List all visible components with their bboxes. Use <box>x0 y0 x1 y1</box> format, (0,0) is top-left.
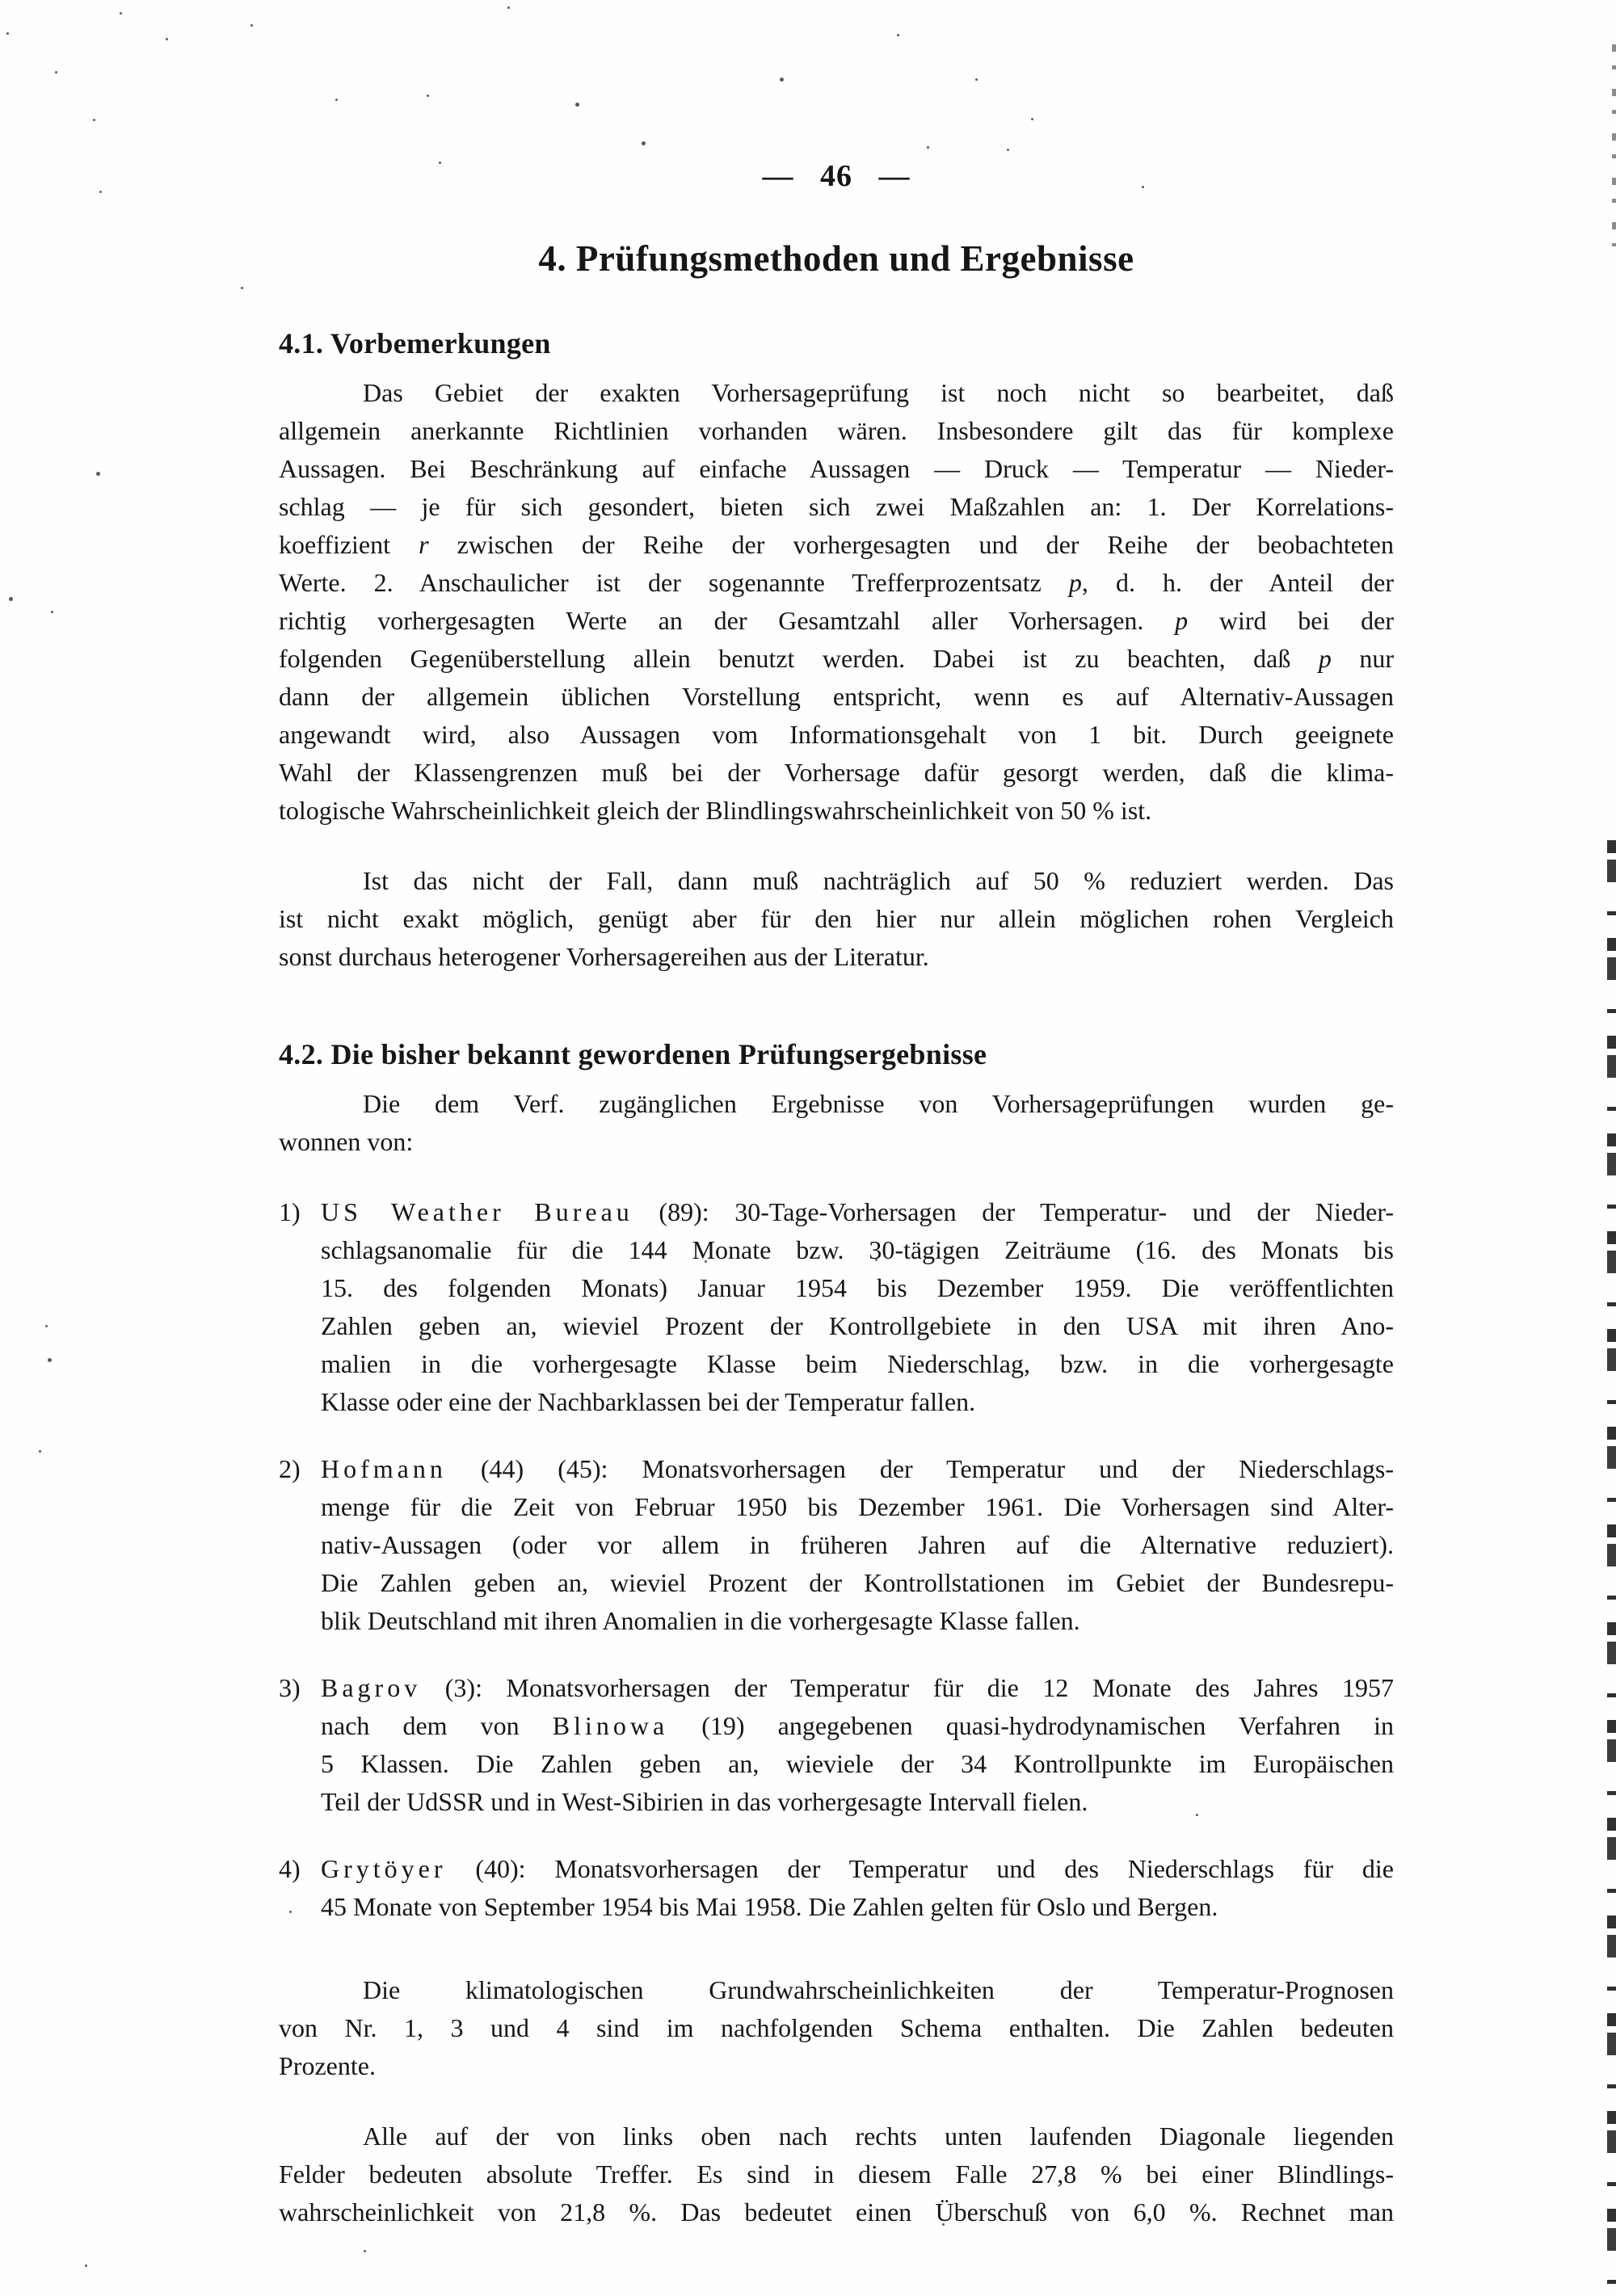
chapter-title: 4. Prüfungsmethoden und Ergebnisse <box>538 238 1134 279</box>
list-item-marker: 4) <box>279 1854 301 1883</box>
text-line: schlagsanomalie für die 144 Monate bzw. 30-tägigen Zeiträume (16. des Monats bis <box>321 1235 1394 1264</box>
list-item-marker: 2) <box>279 1454 301 1483</box>
paragraph <box>279 862 1394 976</box>
text-line: allgemein anerkannte Richtlinien vorhanden wären. Insbesondere gilt das für komplexe <box>279 416 1394 445</box>
page-body <box>279 325 1394 2231</box>
text-line: Das Gebiet der exakten Vorhersageprüfung ist noch nicht so bearbeitet, daß <box>363 378 1394 407</box>
letterspaced-name: Blinowa <box>552 1711 669 1740</box>
page-number: — 46 — <box>762 159 911 193</box>
text-line: malien in die vorhergesagte Klasse beim Niederschlag, bzw. in die vorhergesagte <box>321 1349 1394 1378</box>
text-line: Werte. 2. Anschaulicher ist der sogenannte Trefferprozentsatz p, d. h. der Anteil der <box>279 568 1394 597</box>
section-heading: 4.1. Vorbemerkungen <box>279 327 551 360</box>
scan-artifact-edge-main <box>1607 840 1616 2296</box>
section-heading: 4.2. Die bisher bekannt gewordenen Prüfungsergebnisse <box>279 1038 987 1070</box>
text-line: 15. des folgenden Monats) Januar 1954 bis Dezember 1959. Die veröffentlichten <box>321 1273 1394 1302</box>
text-line: Zahlen geben an, wieviel Prozent der Kontrollgebiete in den USA mit ihren Ano- <box>321 1311 1394 1340</box>
text-column <box>279 158 1394 2231</box>
text-line: Prozente. <box>279 2051 376 2080</box>
text-line: folgenden Gegenüberstellung allein benutzt werden. Dabei ist zu beachten, daß p nur <box>279 644 1394 673</box>
text-line: sonst durchaus heterogener Vorhersagereihen aus der Literatur. <box>279 942 929 971</box>
text-line: Grytöyer (40): Monatsvorhersagen der Temperatur und des Niederschlags für die <box>321 1854 1394 1883</box>
text-line: Alle auf der von links oben nach rechts unten laufenden Diagonale liegenden <box>363 2121 1394 2151</box>
italic-variable: r <box>419 530 429 559</box>
list-item <box>279 1850 1394 1926</box>
text-line: 5 Klassen. Die Zahlen geben an, wieviele der 34 Kontrollpunkte im Europäischen <box>321 1749 1394 1778</box>
letterspaced-name: Hofmann <box>321 1454 447 1483</box>
text-line: ist nicht exakt möglich, genügt aber für den hier nur allein möglichen rohen Vergleich <box>279 904 1394 933</box>
italic-variable: p <box>1318 644 1332 673</box>
letterspaced-name: US Weather Bureau <box>321 1197 633 1226</box>
text-line: richtig vorhergesagten Werte an der Gesamtzahl aller Vorhersagen. p wird bei der <box>279 606 1395 635</box>
text-line: koeffizient r zwischen der Reihe der vorhergesagten und der Reihe der beobachteten <box>279 530 1395 559</box>
text-line: US Weather Bureau (89): 30-Tage-Vorhersagen der Temperatur- und der Nieder- <box>321 1197 1394 1226</box>
scan-artifact-specks <box>6 32 9 35</box>
text-line: menge für die Zeit von Februar 1950 bis Dezember 1961. Die Vorhersagen sind Alter- <box>321 1492 1394 1521</box>
list-item-marker: 1) <box>279 1197 301 1226</box>
list-item <box>279 1193 1394 1421</box>
text-line: wahrscheinlichkeit von 21,8 %. Das bedeutet einen Überschuß von 6,0 %. Rechnet man <box>279 2197 1394 2227</box>
scan-artifact-edge-top <box>1612 44 1616 246</box>
text-line: Teil der UdSSR und in West-Sibirien in das vorhergesagte Intervall fielen. <box>321 1787 1088 1816</box>
list-item <box>279 1669 1394 1821</box>
text-line: schlag — je für sich gesondert, bieten sich zwei Maßzahlen an: 1. Der Korrelations- <box>279 492 1394 521</box>
letterspaced-name: Grytöyer <box>321 1854 447 1883</box>
text-line: Die dem Verf. zugänglichen Ergebnisse von Vorhersageprüfungen wurden ge- <box>363 1089 1394 1118</box>
text-line: 45 Monate von September 1954 bis Mai 1958. Die Zahlen gelten für Oslo und Bergen. <box>321 1892 1218 1921</box>
text-line: blik Deutschland mit ihren Anomalien in die vorhergesagte Klasse fallen. <box>321 1606 1080 1635</box>
text-line: Die klimatologischen Grundwahrscheinlichkeiten der Temperatur-Prognosen <box>363 1975 1394 2004</box>
text-line: Wahl der Klassengrenzen muß bei der Vorhersage dafür gesorgt werden, daß die klima- <box>279 758 1394 787</box>
italic-variable: p <box>1175 606 1189 635</box>
text-line: dann der allgemein üblichen Vorstellung entspricht, wenn es auf Alternativ-Aussagen <box>279 682 1394 711</box>
text-line: Ist das nicht der Fall, dann muß nachträglich auf 50 % reduziert werden. Das <box>363 866 1394 895</box>
text-line: Felder bedeuten absolute Treffer. Es sind in diesem Falle 27,8 % bei einer Blindlings- <box>279 2159 1394 2189</box>
text-line: Aussagen. Bei Beschränkung auf einfache Aussagen — Druck — Temperatur — Nieder- <box>279 454 1394 483</box>
paragraph <box>279 1971 1394 2085</box>
paragraph <box>279 374 1394 830</box>
text-line: wonnen von: <box>279 1127 414 1156</box>
list-item-marker: 3) <box>279 1673 301 1702</box>
text-line: tologische Wahrscheinlichkeit gleich der Blindlingswahrscheinlichkeit von 50 % ist. <box>279 796 1152 825</box>
text-line: von Nr. 1, 3 und 4 sind im nachfolgenden Schema enthalten. Die Zahlen bedeuten <box>279 2013 1394 2042</box>
paragraph <box>279 2117 1394 2231</box>
paragraph <box>279 1085 1394 1161</box>
text-line: nach dem von Blinowa (19) angegebenen quasi-hydrodynamischen Verfahren in <box>321 1711 1395 1740</box>
letterspaced-name: Bagrov <box>321 1673 422 1702</box>
text-line: angewandt wird, also Aussagen vom Informationsgehalt von 1 bit. Durch geeignete <box>279 720 1394 749</box>
text-line: nativ-Aussagen (oder vor allem in früheren Jahren auf die Alternative reduziert). <box>321 1530 1394 1559</box>
list-item <box>279 1450 1394 1640</box>
text-line: Hofmann (44) (45): Monatsvorhersagen der Temperatur und der Niederschlags- <box>321 1454 1394 1483</box>
text-line: Klasse oder eine der Nachbarklassen bei der Temperatur fallen. <box>321 1387 976 1416</box>
text-line: Die Zahlen geben an, wieviel Prozent der Kontrollstationen im Gebiet der Bundesrepu- <box>321 1568 1394 1597</box>
text-line: Bagrov (3): Monatsvorhersagen der Temperatur für die 12 Monate des Jahres 1957 <box>321 1673 1394 1702</box>
italic-variable: p <box>1068 568 1082 597</box>
